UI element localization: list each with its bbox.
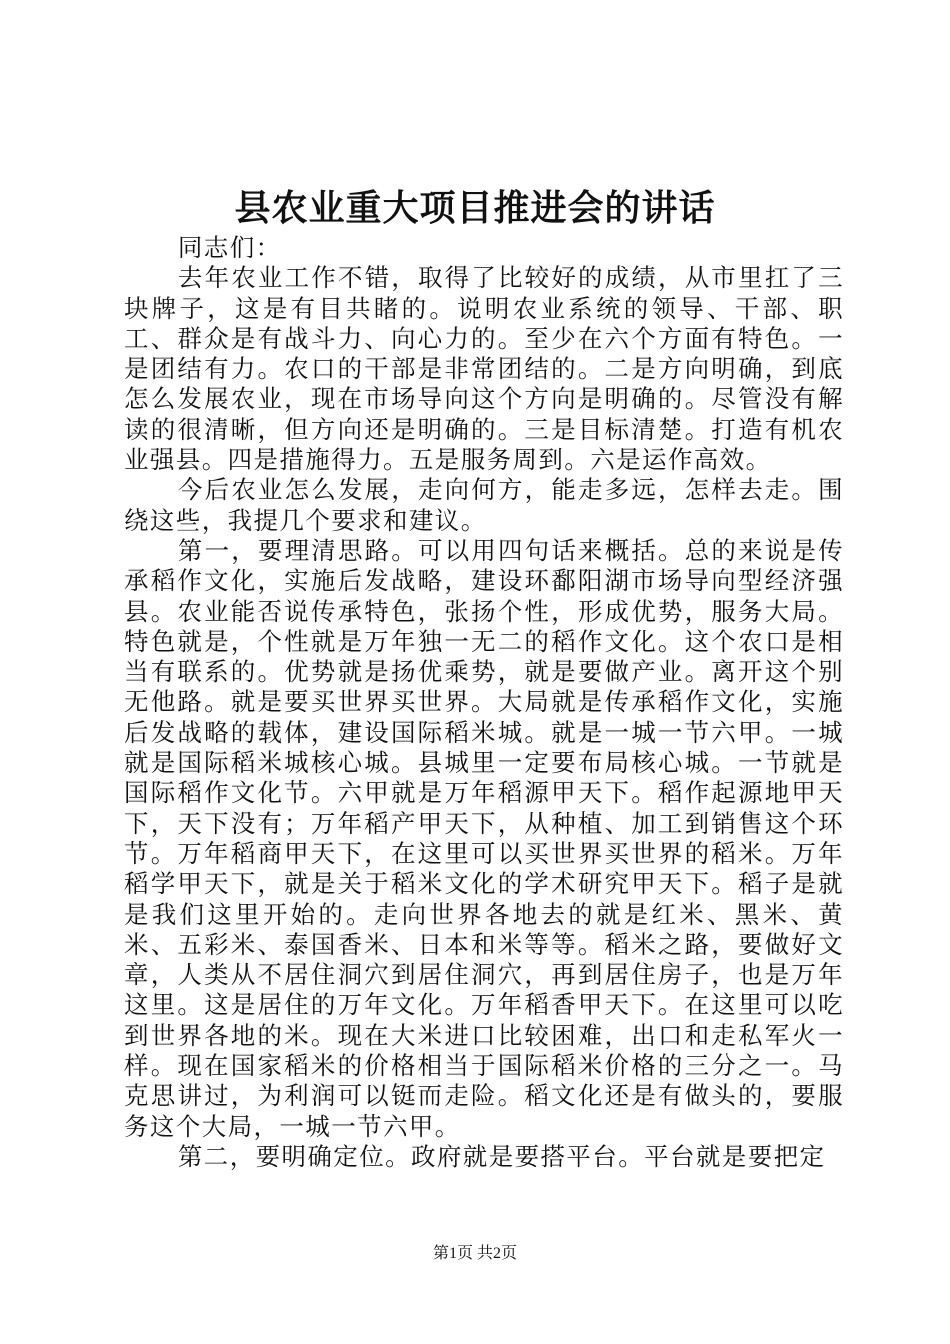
paragraph-2: 今后农业怎么发展，走向何方，能走多远，怎样去走。围绕这些，我提几个要求和建议。 <box>124 475 844 535</box>
paragraph-1: 去年农业工作不错，取得了比较好的成绩，从市里扛了三块牌子，这是有目共睹的。说明农业系统的领导、干部、职工、群众是有战斗力、向心力的。至少在六个方面有特色。一是团结有力。农口的干部是非常团结的。二是方向明确，到底怎么发展农业，现在市场导向这个方向是明确的。尽管没有解读的很清晰，但方向还是明确的。三是目标清楚。打造有机农业强县。四是措施得力。五是服务周到。六是运作高效。 <box>124 263 844 475</box>
document-body <box>124 233 844 1172</box>
page-footer: 第1页 共2页 <box>432 1245 517 1262</box>
paragraph-4: 第二，要明确定位。政府就是要搭平台。平台就是要把定 <box>177 1141 826 1171</box>
salutation: 同志们： <box>177 233 282 262</box>
paragraph-3: 第一，要理清思路。可以用四句话来概括。总的来说是传承稻作文化，实施后发战略，建设环鄱阳湖市场导向型经济强县。农业能否说传承特色，张扬个性，形成优势，服务大局。特色就是，个性就是万年独一无二的稻作文化。这个农口是相当有联系的。优势就是扬优乘势，就是要做产业。离开这个别无他路。就是要买世界买世界。大局就是传承稻作文化，实施后发战略的载体，建设国际稻米城。就是一城一节六甲。一城就是国际稻米城核心城。县城里一定要布局核心城。一节就是国际稻作文化节。六甲就是万年稻源甲天下。稻作起源地甲天下，天下没有；万年稻产甲天下，从种植、加工到销售这个环节。万年稻商甲天下，在这里可以买世界买世界的稻米。万年稻学甲天下，就是关于稻米文化的学术研究甲天下。稻子是就是我们这里开始的。走向世界各地去的就是红米、黑米、黄米、五彩米、泰国香米、日本和米等等。稻米之路，要做好文章，人类从不居住洞穴到居住洞穴，再到居住房子，也是万年这里。这是居住的万年文化。万年稻香甲天下。在这里可以吃到世界各地的米。现在大米进口比较困难，出口和走私军火一样。现在国家稻米的价格相当于国际稻米价格的三分之一。马克思讲过，为利润可以铤而走险。稻文化还是有做头的，要服务这个大局，一城一节六甲。 <box>124 535 844 1141</box>
document-title: 县农业重大项目推进会的讲话 <box>234 187 716 229</box>
